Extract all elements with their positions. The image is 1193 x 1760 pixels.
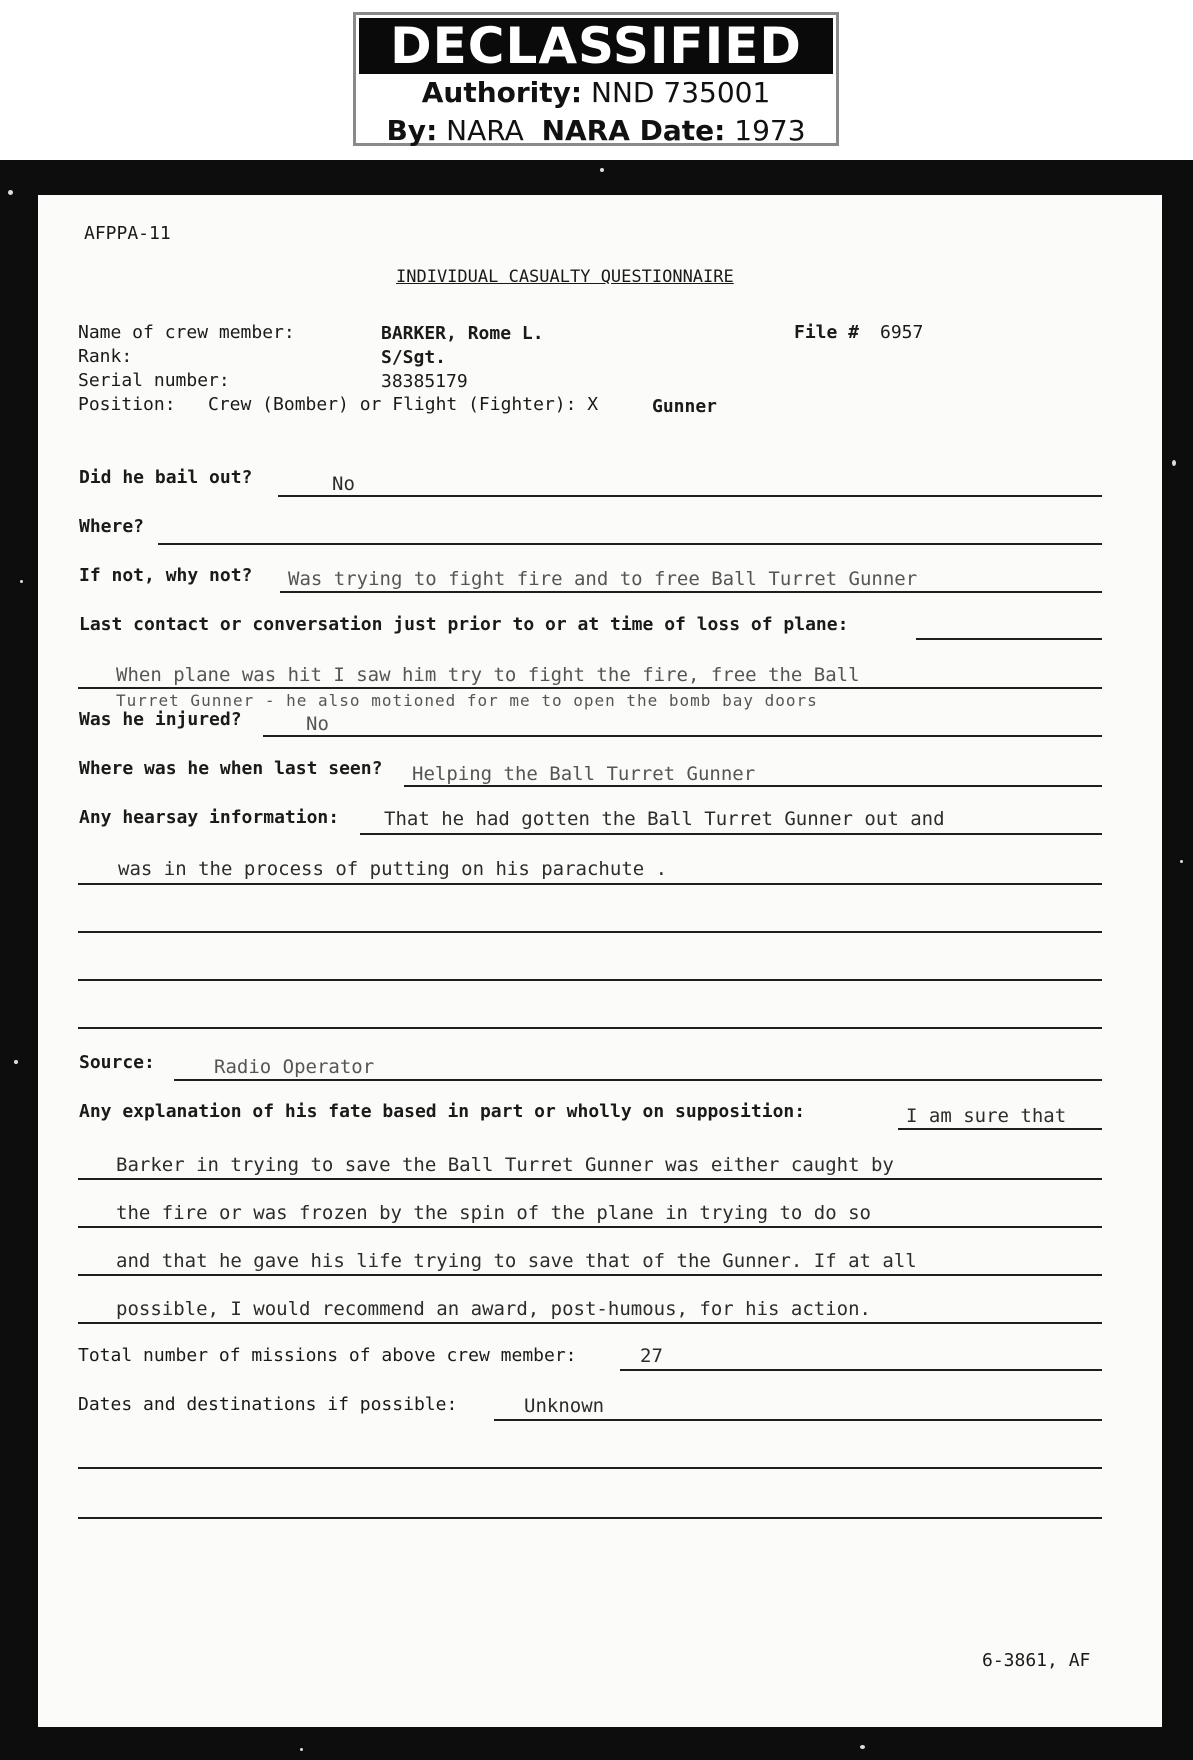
answer-line (158, 543, 1102, 545)
answer-line (78, 1027, 1102, 1029)
answer-line (494, 1419, 1102, 1421)
why-label: If not, why not? (79, 565, 253, 586)
answer-line (404, 785, 1102, 787)
answer-line (620, 1369, 1102, 1371)
answer-line (78, 1226, 1102, 1228)
last-seen-value: Helping the Ball Turret Gunner (412, 763, 756, 785)
scanned-document (0, 160, 1193, 1760)
source-value: Radio Operator (214, 1056, 375, 1078)
form-title: INDIVIDUAL CASUALTY QUESTIONNAIRE (396, 267, 734, 287)
dates-label: Dates and destinations if possible: (78, 1394, 458, 1415)
position-label: Position: (78, 394, 176, 415)
answer-line (898, 1128, 1102, 1130)
position-value: Gunner (652, 396, 718, 417)
answer-line (360, 833, 1102, 835)
missions-value: 27 (640, 1345, 663, 1367)
dates-value: Unknown (524, 1395, 605, 1417)
form-code: AFPPA-11 (84, 223, 171, 244)
answer-line (78, 687, 1102, 689)
position-options: Crew (Bomber) or Flight (Fighter): X (208, 394, 599, 415)
footer-code: 6-3861, AF (982, 1650, 1091, 1671)
form-paper (38, 195, 1162, 1727)
stamp-by-date: By: NARA NARA Date: 1973 (386, 114, 806, 147)
rank-value: S/Sgt. (381, 347, 447, 368)
answer-line (278, 495, 1102, 497)
answer-line (174, 1079, 1102, 1081)
answer-line (280, 591, 1102, 593)
hearsay-line-2: was in the process of putting on his parachute . (118, 858, 668, 880)
answer-line (78, 1322, 1102, 1324)
where-label: Where? (79, 516, 145, 537)
source-label: Source: (79, 1052, 155, 1073)
serial-value: 38385179 (381, 371, 468, 392)
answer-line (78, 1517, 1102, 1519)
hearsay-label: Any hearsay information: (79, 807, 340, 828)
last-seen-label: Where was he when last seen? (79, 758, 383, 779)
contact-label: Last contact or conversation just prior to or at time of loss of plane: (79, 614, 849, 635)
stamp-title: DECLASSIFIED (359, 18, 833, 74)
explanation-label: Any explanation of his fate based in part or wholly on supposition: (79, 1101, 806, 1122)
explanation-line-4: possible, I would recommend an award, post-humous, for his action. (116, 1298, 871, 1320)
explanation-line-0: I am sure that (906, 1105, 1067, 1127)
explanation-line-3: and that he gave his life trying to save that of the Gunner. If at all (116, 1250, 917, 1272)
name-label: Name of crew member: (78, 322, 295, 343)
answer-line (916, 638, 1102, 640)
file-label: File # (794, 322, 860, 343)
answer-line (78, 883, 1102, 885)
explanation-line-2: the fire or was frozen by the spin of the plane in trying to do so (116, 1202, 871, 1224)
answer-line (78, 1274, 1102, 1276)
rank-label: Rank: (78, 346, 133, 367)
hearsay-line-1: That he had gotten the Ball Turret Gunner out and (384, 808, 945, 830)
bail-label: Did he bail out? (79, 467, 253, 488)
answer-line (78, 1178, 1102, 1180)
answer-line (78, 1467, 1102, 1469)
file-value: 6957 (880, 322, 924, 343)
answer-line (78, 931, 1102, 933)
answer-line (78, 979, 1102, 981)
explanation-line-1: Barker in trying to save the Ball Turret Gunner was either caught by (116, 1154, 894, 1176)
contact-line-1: When plane was hit I saw him try to fight the fire, free the Ball (116, 664, 860, 686)
answer-line (263, 735, 1102, 737)
missions-label: Total number of missions of above crew member: (78, 1345, 577, 1366)
serial-label: Serial number: (78, 370, 230, 391)
name-value: BARKER, Rome L. (381, 323, 544, 344)
contact-line-2: Turret Gunner - he also motioned for me to open the bomb bay doors (116, 691, 818, 710)
injured-label: Was he injured? (79, 709, 242, 730)
bail-value: No (332, 473, 355, 495)
declassified-stamp (353, 12, 839, 146)
injured-value: No (306, 713, 329, 735)
why-value: Was trying to fight fire and to free Ball Turret Gunner (288, 568, 918, 590)
stamp-authority: Authority: NND 735001 (421, 76, 771, 109)
